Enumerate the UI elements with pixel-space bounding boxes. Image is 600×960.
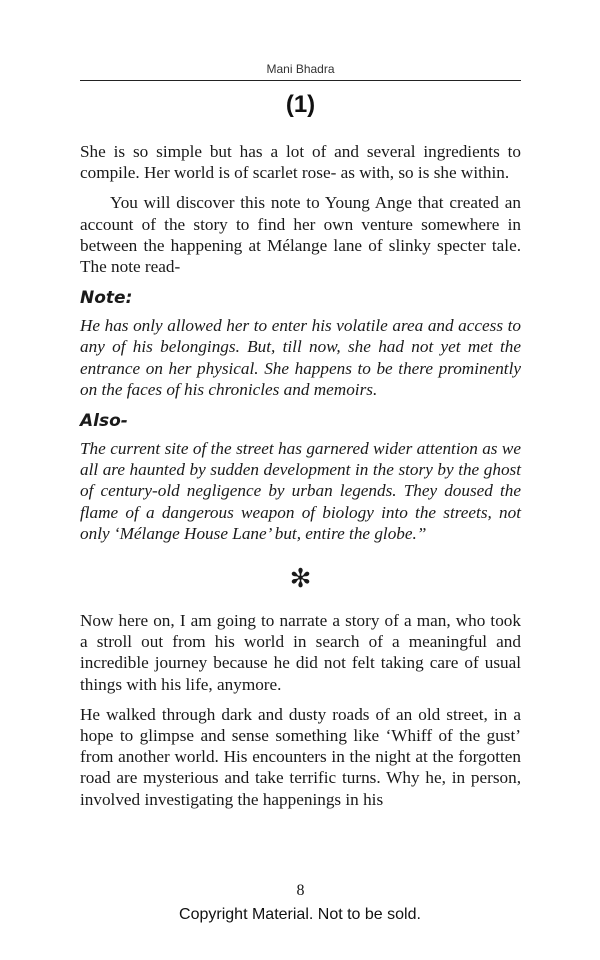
paragraph-narrative-1: Now here on, I am going to narrate a story of a man, who took a stroll out from his world in search of a meaningful and incredible journey because he did not felt taking care of usual things with his life, anymore. (80, 611, 521, 694)
chapter-title: (1) (285, 91, 316, 118)
copyright-notice: Copyright Material. Not to be sold. (179, 906, 421, 923)
note-text: He has only allowed her to enter his volatile area and access to any of his belongings. But, till now, she had not yet met the entrance on her physical. She happens to be there prominently on the faces of his chronicles and memoirs. (80, 316, 521, 399)
also-label: Also- (80, 411, 128, 432)
also-text: The current site of the street has garnered wider attention as we all are haunted by sudden development in the story by the ghost of century-old negligence by urban legends. They doused the flame of a dangerous weapon of biology into the streets, not only ‘Mélange House Lane’ but, entire the globe.” (80, 439, 521, 543)
paragraph-intro-2: You will discover this note to Young Ange that created an account of the story to find her own venture somewhere in between the happening at Mélange lane of slinky specter tale. The note read- (80, 193, 521, 277)
header-rule (80, 80, 521, 81)
page-body (80, 141, 521, 819)
paragraph-narrative-2: He walked through dark and dusty roads of an old street, in a hope to glimpse and sense something like ‘Whiff of the gust’ from another world. His encounters in the night at the forgotten road are mysterious and take terrific turns. Why he, in person, involved investigating the happenings in his (80, 704, 521, 809)
running-header-author: Mani Bhadra (266, 62, 335, 76)
section-separator-asterisk: ✻ (289, 564, 312, 595)
note-label: Note: (80, 288, 133, 309)
paragraph-intro-1: She is so simple but has a lot of and several ingredients to compile. Her world is of scarlet rose- as with, so is she within. (80, 142, 521, 183)
page-number: 8 (296, 882, 305, 899)
